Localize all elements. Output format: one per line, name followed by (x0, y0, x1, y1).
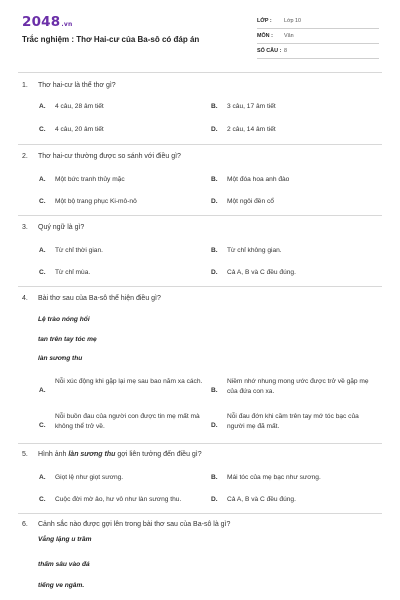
option-letter: D. (211, 496, 218, 503)
option-text: Cả A, B và C đều đúng. (227, 269, 296, 276)
option-letter: C. (39, 126, 46, 133)
question-text: Thơ hai-cư là thể thơ gì? (38, 82, 116, 89)
meta-subject (257, 31, 379, 44)
meta-label: MÔN : (257, 33, 273, 39)
poem-line-2: tan trên tay tóc mẹ (38, 336, 97, 343)
option-text: Nỗi buồn đau của người con được tin mẹ mất mà không thể trở về. (55, 413, 200, 430)
option-text: Giọt lệ như giọt sương. (55, 474, 124, 481)
option-text: 2 câu, 14 âm tiết (227, 126, 276, 133)
meta-value: Văn (284, 33, 294, 39)
option-letter: D. (211, 269, 218, 276)
poem-line-1: Lệ trào nóng hổi (38, 316, 90, 323)
option-text: Niềm nhớ nhung mong ước được trở về gặp mẹ của đứa con xa. (227, 378, 369, 395)
option-letter: C. (39, 496, 46, 503)
poem-line-3: tiếng ve ngâm. (38, 582, 85, 589)
question-divider (18, 513, 382, 514)
option-letter: D. (211, 198, 218, 205)
meta-value: 8 (284, 48, 287, 54)
poem-line-2: thấm sâu vào đá (38, 561, 90, 568)
question-3 (22, 224, 382, 276)
option-letter: D. (211, 126, 218, 133)
meta-value: Lớp 10 (284, 18, 302, 24)
option-letter: A. (39, 387, 46, 394)
question-text-after: gợi liên tưởng đến điều gì? (115, 451, 202, 458)
option-letter: B. (211, 474, 218, 481)
option-text: Từ chỉ không gian. (227, 247, 282, 254)
option-letter: A. (39, 103, 46, 110)
option-letter: A. (39, 247, 46, 254)
meta-label: SỐ CÂU : (257, 48, 282, 54)
option-text: Cả A, B và C đều đúng. (227, 496, 296, 503)
question-text: Bài thơ sau của Ba-sô thể hiện điều gì? (38, 295, 161, 302)
option-letter: B. (211, 387, 218, 394)
option-letter: C. (39, 269, 46, 276)
question-text: Cảnh sắc nào được gợi lên trong bài thơ sau của Ba-sô là gì? (38, 521, 231, 528)
poem-line-1: Vắng lặng u trầm (38, 536, 92, 543)
question-number: 5. (22, 451, 28, 458)
question-number: 1. (22, 82, 28, 89)
question-number: 4. (22, 295, 28, 302)
site-logo[interactable] (22, 14, 72, 30)
poem-line-3: làn sương thu (38, 355, 83, 362)
meta-class (257, 16, 379, 29)
question-text (38, 451, 202, 458)
option-letter: A. (39, 474, 46, 481)
option-letter: B. (211, 247, 218, 254)
option-text: 4 câu, 28 âm tiết (55, 103, 104, 110)
question-number: 3. (22, 224, 28, 231)
option-text: Một bức tranh thủy mặc (55, 176, 125, 183)
header-divider (18, 72, 382, 73)
option-letter: C. (39, 422, 46, 429)
option-letter: B. (211, 176, 218, 183)
question-text: Thơ hai-cư thường được so sánh với điều gì? (38, 153, 181, 160)
page-title: Trắc nghiệm : Thơ Hai-cư của Ba-sô có đáp án (22, 35, 200, 44)
option-text: Một ngôi đền cổ (227, 198, 274, 205)
question-1 (22, 82, 382, 133)
option-letter: B. (211, 103, 218, 110)
meta-label: LỚP : (257, 18, 272, 24)
option-text: 3 câu, 17 âm tiết (227, 103, 276, 110)
page-header (0, 0, 400, 68)
question-number: 2. (22, 153, 28, 160)
question-2 (22, 153, 382, 205)
option-letter: A. (39, 176, 46, 183)
meta-count (257, 46, 379, 59)
option-letter: D. (211, 422, 218, 429)
option-text: Từ chỉ thời gian. (55, 247, 103, 254)
option-text: Nỗi đau đớn khi cầm trên tay mớ tóc bạc của người mẹ đã mất. (227, 413, 359, 430)
question-4 (22, 295, 382, 430)
question-text-emphasis: làn sương thu (68, 451, 116, 458)
option-text: Nỗi xúc động khi gặp lại mẹ sau bao năm xa cách. (55, 378, 203, 385)
option-text: 4 câu, 20 âm tiết (55, 126, 104, 133)
option-text: Một bộ trang phục Ki-mô-nô (55, 198, 137, 205)
logo-main: 2048 (22, 14, 61, 30)
option-text: Mái tóc của mẹ bạc như sương. (227, 474, 321, 481)
question-6 (22, 521, 382, 589)
option-letter: C. (39, 198, 46, 205)
question-divider (18, 286, 382, 287)
question-text: Quý ngữ là gì? (38, 224, 85, 231)
question-number: 6. (22, 521, 28, 528)
logo-suffix: .vn (61, 21, 73, 28)
option-text: Từ chỉ mùa. (55, 269, 91, 276)
question-divider (18, 443, 382, 444)
question-divider (18, 144, 382, 145)
option-text: Cuộc đời mờ ảo, hư vô như làn sương thu. (55, 496, 182, 503)
question-text-before: Hình ảnh (38, 451, 69, 458)
question-5 (22, 451, 382, 503)
question-divider (18, 215, 382, 216)
option-text: Một đóa hoa anh đào (227, 176, 290, 183)
